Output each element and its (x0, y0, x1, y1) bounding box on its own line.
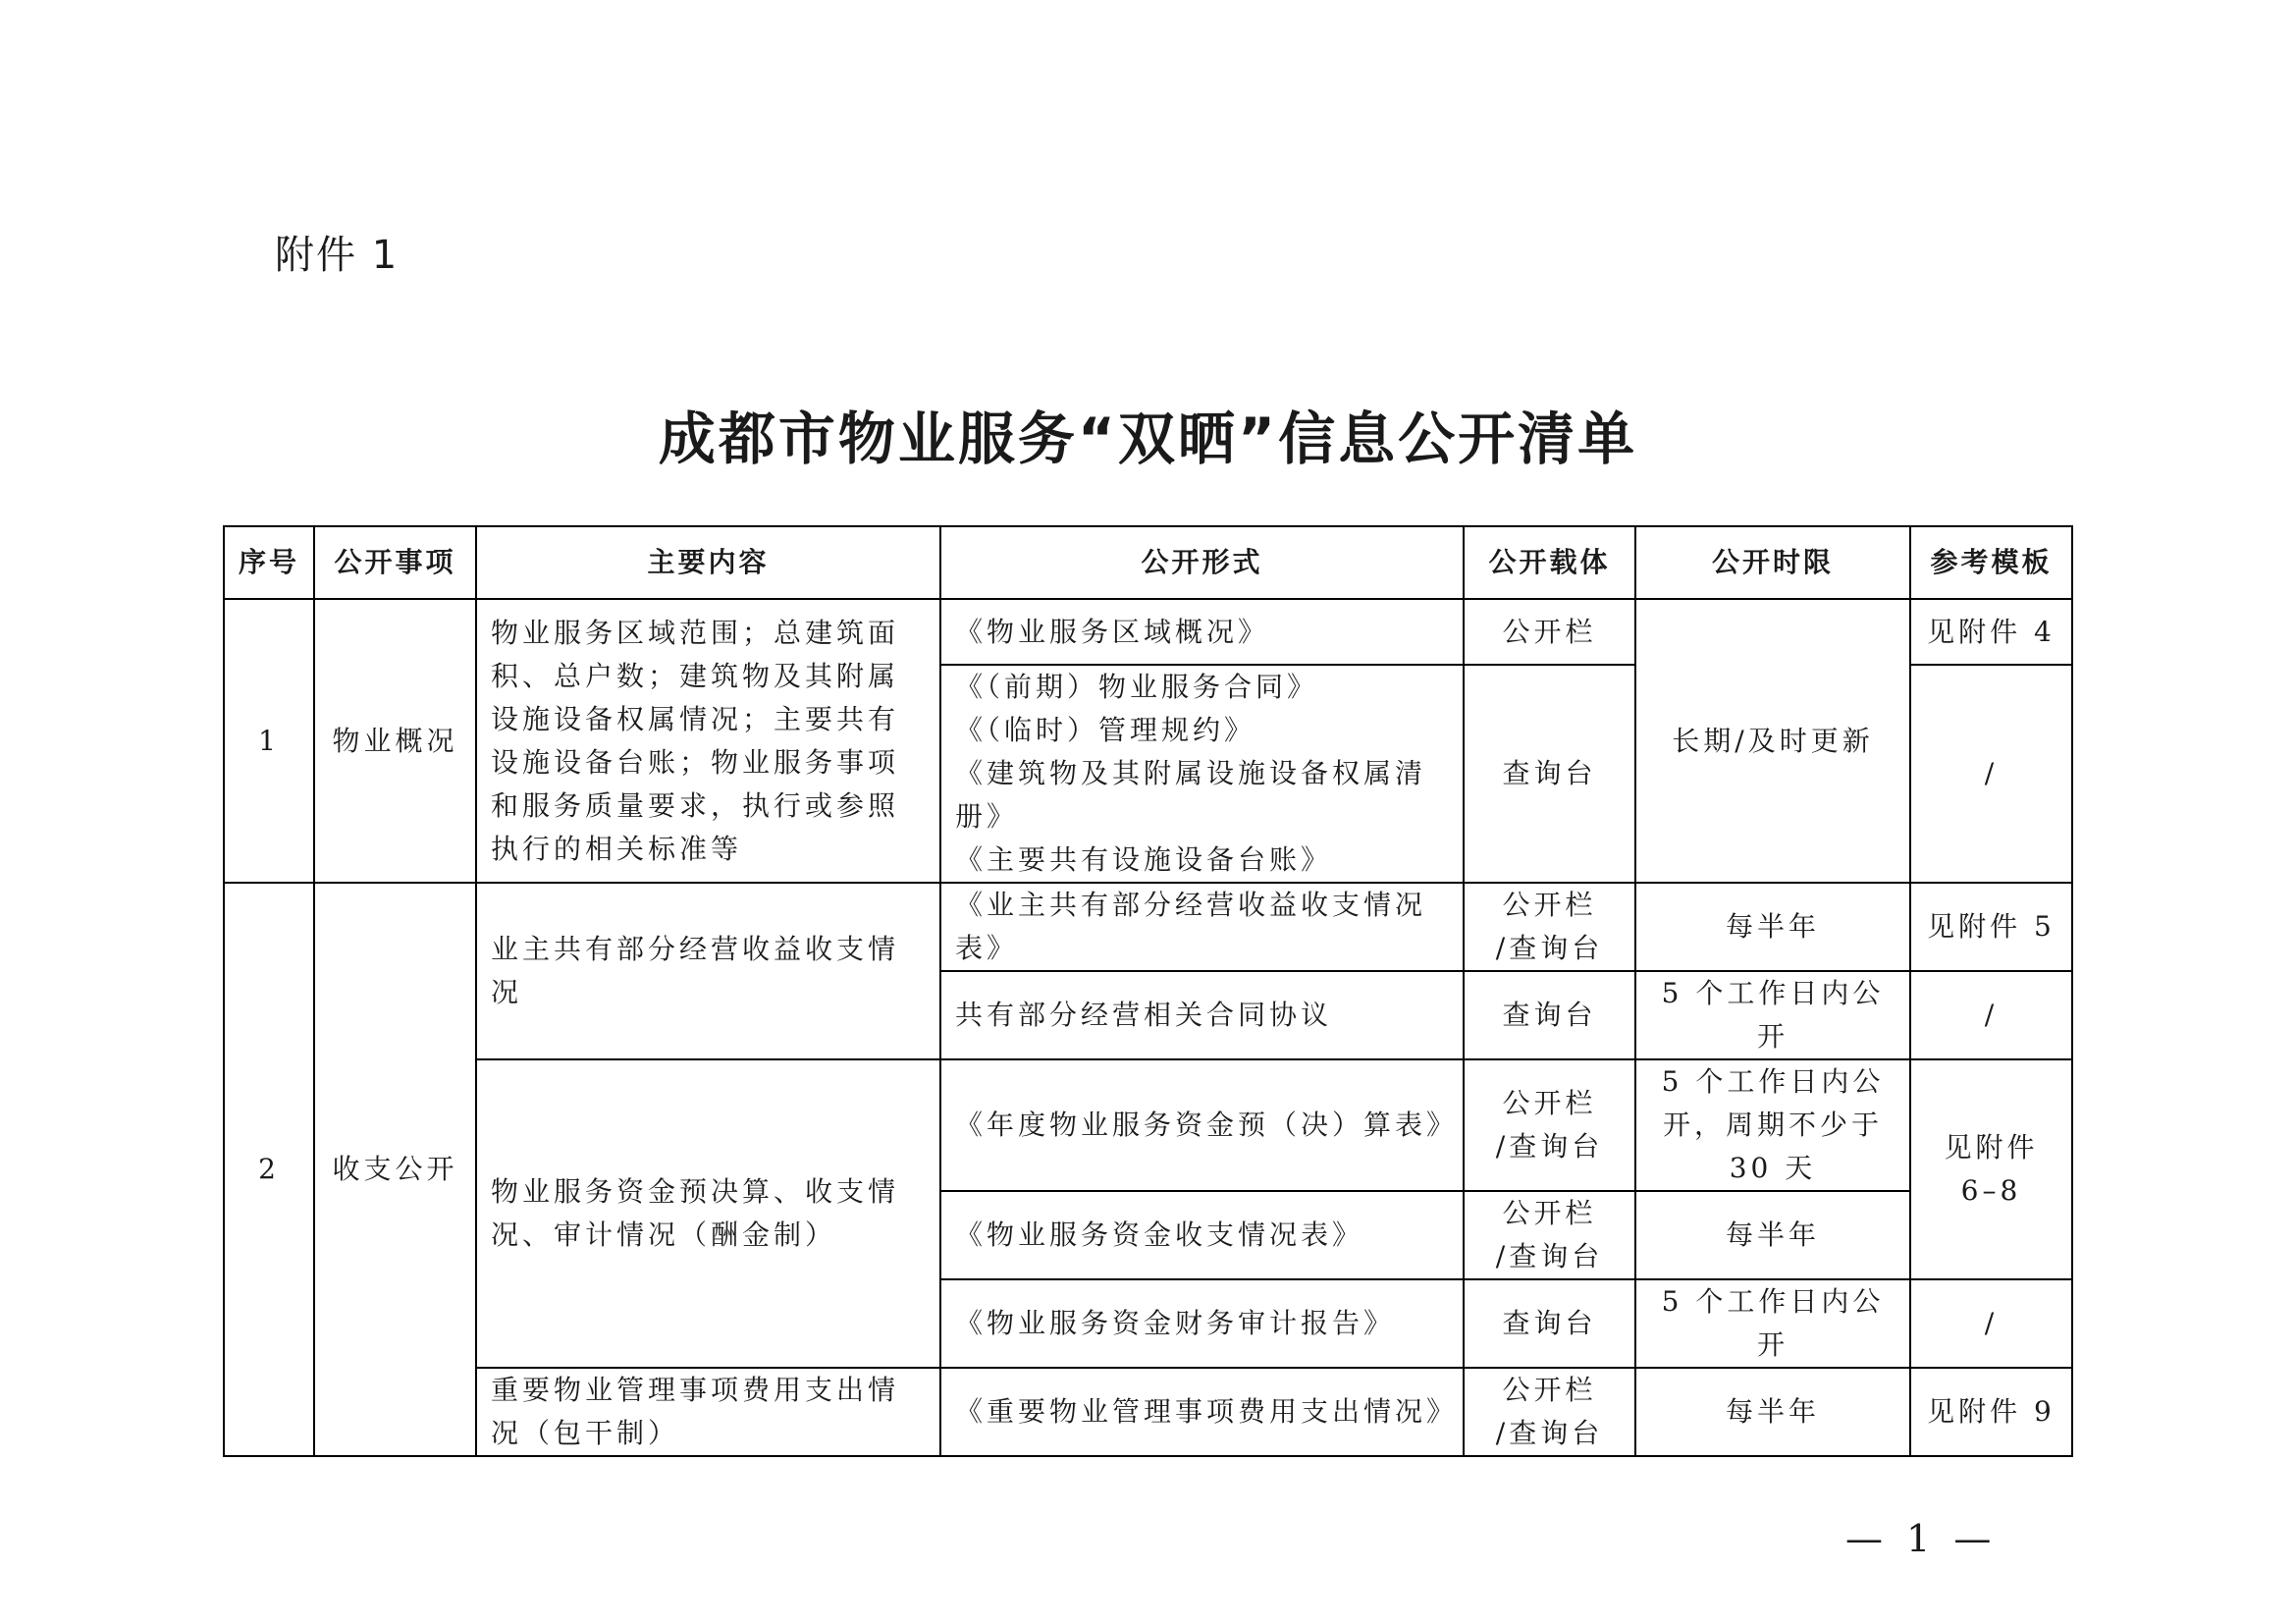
cell-carrier: 公开栏 /查询台 (1464, 1368, 1635, 1456)
cell-time: 每半年 (1635, 1191, 1910, 1279)
cell-carrier: 公开栏 /查询台 (1464, 883, 1635, 971)
table-row (224, 1368, 2072, 1456)
cell-template: / (1910, 1279, 2072, 1368)
cell-form: 《物业服务资金收支情况表》 (940, 1191, 1464, 1279)
cell-item: 收支公开 (314, 883, 476, 1456)
cell-time: 5 个工作日内公开 (1635, 1279, 1910, 1368)
cell-time: 5 个工作日内公开，周期不少于 30 天 (1635, 1059, 1910, 1191)
header-time: 公开时限 (1635, 526, 1910, 599)
cell-form: 《物业服务资金财务审计报告》 (940, 1279, 1464, 1368)
cell-template: 见附件 6–8 (1910, 1059, 2072, 1279)
header-form: 公开形式 (940, 526, 1464, 599)
cell-time: 每半年 (1635, 1368, 1910, 1456)
table-row (224, 1059, 2072, 1191)
cell-content: 物业服务区域范围；总建筑面积、总户数；建筑物及其附属设施设备权属情况；主要共有设施设备台账；物业服务事项和服务质量要求，执行或参照执行的相关标准等 (476, 599, 940, 883)
cell-template: 见附件 5 (1910, 883, 2072, 971)
cell-carrier: 公开栏 (1464, 599, 1635, 665)
cell-time: 每半年 (1635, 883, 1910, 971)
cell-carrier: 查询台 (1464, 1279, 1635, 1368)
header-row (224, 526, 2072, 599)
cell-form: 共有部分经营相关合同协议 (940, 971, 1464, 1059)
cell-template: / (1910, 971, 2072, 1059)
cell-form: 《业主共有部分经营收益收支情况表》 (940, 883, 1464, 971)
cell-carrier: 公开栏 /查询台 (1464, 1059, 1635, 1191)
header-template: 参考模板 (1910, 526, 2072, 599)
page-number: — 1 — (1845, 1517, 1998, 1560)
cell-form: 《物业服务区域概况》 (940, 599, 1464, 665)
cell-template: 见附件 4 (1910, 599, 2072, 665)
cell-no: 2 (224, 883, 314, 1456)
cell-form: 《（前期）物业服务合同》 《（临时）管理规约》 《建筑物及其附属设施设备权属清册》 《主要共有设施设备台账》 (940, 665, 1464, 883)
document-title: 成都市物业服务“双晒”信息公开清单 (658, 406, 1638, 472)
cell-content: 重要物业管理事项费用支出情况（包干制） (476, 1368, 940, 1456)
cell-time: 5 个工作日内公开 (1635, 971, 1910, 1059)
cell-content: 业主共有部分经营收益收支情况 (476, 883, 940, 1059)
header-no: 序号 (224, 526, 314, 599)
disclosure-table (223, 525, 2073, 1457)
cell-item: 物业概况 (314, 599, 476, 883)
cell-no: 1 (224, 599, 314, 883)
cell-carrier: 公开栏 /查询台 (1464, 1191, 1635, 1279)
cell-content: 物业服务资金预决算、收支情况、审计情况（酬金制） (476, 1059, 940, 1368)
table-row (224, 599, 2072, 665)
cell-form: 《重要物业管理事项费用支出情况》 (940, 1368, 1464, 1456)
cell-form: 《年度物业服务资金预（决）算表》 (940, 1059, 1464, 1191)
cell-template: / (1910, 665, 2072, 883)
cell-template: 见附件 9 (1910, 1368, 2072, 1456)
header-carrier: 公开载体 (1464, 526, 1635, 599)
header-content: 主要内容 (476, 526, 940, 599)
cell-carrier: 查询台 (1464, 665, 1635, 883)
cell-carrier: 查询台 (1464, 971, 1635, 1059)
table-row (224, 883, 2072, 971)
cell-time: 长期/及时更新 (1635, 599, 1910, 883)
attachment-label: 附件 1 (275, 233, 400, 278)
header-item: 公开事项 (314, 526, 476, 599)
